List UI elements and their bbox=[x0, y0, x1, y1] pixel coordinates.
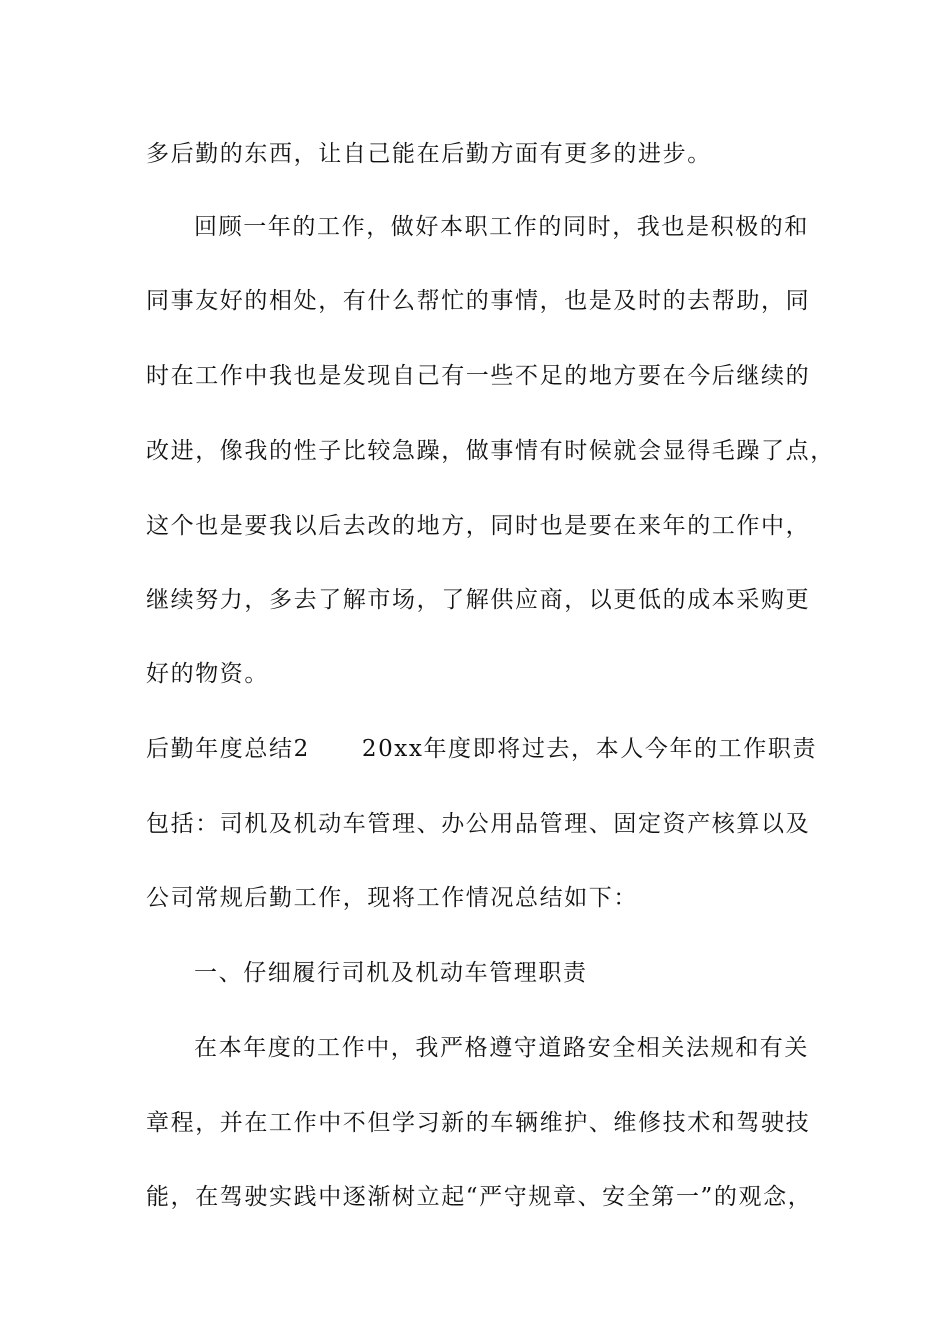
text-line: 这个也是要我以后去改的地方，同时也是要在来年的工作中， bbox=[146, 513, 811, 539]
section-title: 后勤年度总结2 bbox=[146, 736, 310, 762]
text-line: 时在工作中我也是发现自己有一些不足的地方要在今后继续的 bbox=[146, 363, 811, 389]
text-line: 改进，像我的性子比较急躁，做事情有时候就会显得毛躁了点， bbox=[146, 438, 835, 464]
section-intro: 20xx年度即将过去，本人今年的工作职责 bbox=[361, 736, 818, 762]
text-line: 继续努力，多去了解市场，了解供应商，以更低的成本采购更 bbox=[146, 587, 811, 613]
text-line: 同事友好的相处，有什么帮忙的事情，也是及时的去帮助，同 bbox=[146, 288, 811, 314]
text-line: 公司常规后勤工作，现将工作情况总结如下： bbox=[146, 885, 638, 911]
section-heading-line bbox=[146, 734, 826, 764]
text-line: 好的物资。 bbox=[146, 661, 269, 687]
subsection-heading: 一、仔细履行司机及机动车管理职责 bbox=[194, 960, 588, 986]
text-line: 多后勤的东西，让自己能在后勤方面有更多的进步。 bbox=[146, 141, 712, 167]
paragraph-start-line: 在本年度的工作中，我严格遵守道路安全相关法规和有关 bbox=[194, 1035, 809, 1061]
text-line: 章程，并在工作中不但学习新的车辆维护、维修技术和驾驶技 bbox=[146, 1110, 811, 1136]
text-line: 包括：司机及机动车管理、办公用品管理、固定资产核算以及 bbox=[146, 811, 811, 837]
paragraph-start-line: 回顾一年的工作，做好本职工作的同时，我也是积极的和 bbox=[194, 214, 809, 240]
text-line: 能，在驾驶实践中逐渐树立起“严守规章、安全第一”的观念， bbox=[146, 1184, 813, 1210]
